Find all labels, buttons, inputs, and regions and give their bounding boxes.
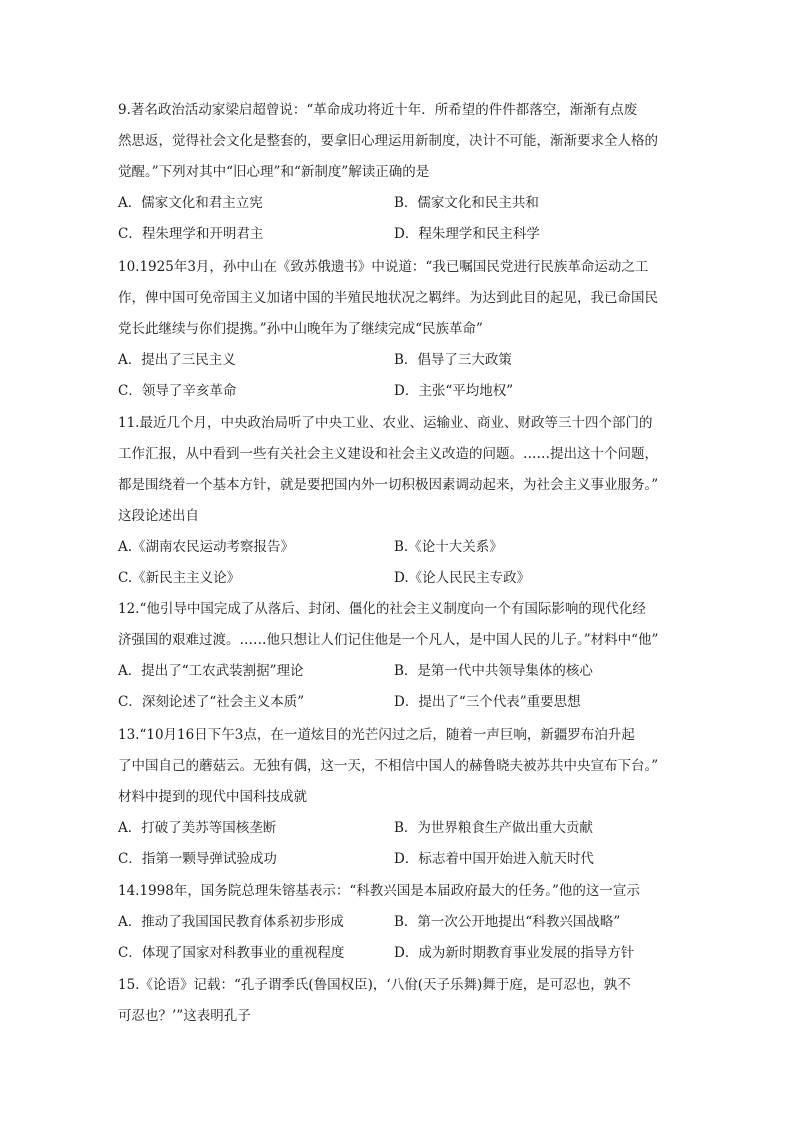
question-11 (118, 408, 678, 594)
option-row (118, 656, 678, 687)
option-a: A．推动了我国国民教育体系初步形成 (118, 914, 344, 930)
question-stem-line: 9.著名政治活动家梁启超曾说：“革命成功将近十年．所希望的件件都落空，渐渐有点废 (118, 102, 638, 118)
question-15 (118, 970, 678, 1032)
option-c: C．体现了国家对科教事业的重视程度 (118, 945, 345, 961)
option-row (118, 345, 678, 376)
question-stem-line: 这段论述出自 (118, 508, 199, 524)
option-row (118, 532, 678, 563)
option-c: C．指第一颗导弹试验成功 (118, 851, 277, 867)
question-10 (118, 252, 678, 407)
option-b: B．儒家文化和民主共和 (394, 195, 539, 211)
option-d: D．提出了“三个代表”重要思想 (394, 694, 581, 710)
option-c: C．深刻论述了“社会主义本质” (118, 694, 305, 710)
option-c: C.《新民主主义论》 (118, 570, 241, 586)
option-d: D．标志着中国开始进入航天时代 (394, 851, 594, 867)
question-stem-line: 了中国自己的蘑菇云。无独有偶，这一天，不相信中国人的赫鲁晓夫被苏共中央宣布下台。” (118, 758, 659, 774)
question-stem-line: 15.《论语》记载：“孔子谓季氏(鲁国权臣)，‘八佾(天子乐舞)舞于庭，是可忍也，孰不 (118, 977, 631, 993)
question-stem-line: 工作汇报，从中看到一些有关社会主义建设和社会主义改造的问题。……提出这十个问题， (118, 446, 658, 462)
question-stem-line: 作，俾中国可免帝国主义加诸中国的半殖民地状况之羁绊。为达到此目的起见，我已命国民 (118, 290, 658, 306)
option-d: D．主张“平均地权” (394, 383, 514, 399)
option-b: B．第一次公开地提出“科教兴国战略” (394, 914, 621, 930)
question-stem-line: 觉醒。”下列对其中“旧心理”和“新制度”解读正确的是 (118, 164, 430, 180)
option-row (118, 844, 678, 875)
question-13 (118, 720, 678, 875)
option-b: B．为世界粮食生产做出重大贡献 (394, 820, 593, 836)
option-a: A.《湖南农民运动考察报告》 (118, 539, 295, 555)
question-stem-line: 13.“10月16日下午3点，在一道炫目的光芒闪过之后，随着一声巨响，新疆罗布泊升起 (118, 727, 635, 743)
question-stem-line: 可忍也？’”这表明孔子 (118, 1008, 251, 1024)
question-9 (118, 95, 678, 250)
question-14 (118, 876, 678, 969)
option-d: D.《论人民民主专政》 (394, 570, 531, 586)
option-row (118, 219, 678, 250)
question-stem-line: 14.1998年，国务院总理朱镕基表示：“科教兴国是本届政府最大的任务。”他的这一宣示 (118, 883, 640, 899)
question-stem-line: 济强国的艰难过渡。……他只想让人们记住他是一个凡人，是中国人民的儿子。”材料中“他” (118, 632, 659, 648)
option-b: B．倡导了三大政策 (394, 352, 512, 368)
option-a: A．儒家文化和君主立宪 (118, 195, 263, 211)
question-stem-line: 12.“他引导中国完成了从落后、封闭、僵化的社会主义制度向一个有国际影响的现代化经 (118, 601, 646, 617)
option-row (118, 938, 678, 969)
option-row (118, 188, 678, 219)
question-stem-line: 11.最近几个月，中央政治局听了中央工业、农业、运输业、商业、财政等三十四个部门的 (118, 415, 653, 431)
option-a: A．提出了“工农武装割据”理论 (118, 663, 304, 679)
question-stem-line: 党长此继续与你们提携。”孙中山晚年为了继续完成“民族革命” (118, 321, 483, 337)
option-row (118, 813, 678, 844)
option-row (118, 687, 678, 718)
option-a: A．打破了美苏等国核垄断 (118, 820, 277, 836)
option-d: D．成为新时期教育事业发展的指导方针 (394, 945, 635, 961)
option-d: D．程朱理学和民主科学 (394, 226, 540, 242)
option-b: B.《论十大关系》 (394, 539, 503, 555)
question-stem-line: 材料中提到的现代中国科技成就 (118, 789, 307, 805)
question-12 (118, 594, 678, 718)
question-stem-line: 都是围绕着一个基本方针，就是要把国内外一切积极因素调动起来，为社会主义事业服务。” (118, 477, 659, 493)
question-stem-line: 10.1925年3月，孙中山在《致苏俄遗书》中说道：“我已嘱国民党进行民族革命运动之工 (118, 259, 649, 275)
question-stem-line: 然思返，觉得社会文化是整套的，要拿旧心理运用新制度，决计不可能，渐渐要求全人格的 (118, 133, 658, 149)
option-c: C．领导了辛亥革命 (118, 383, 237, 399)
option-b: B．是第一代中共领导集体的核心 (394, 663, 593, 679)
option-row (118, 563, 678, 594)
option-c: C．程朱理学和开明君主 (118, 226, 264, 242)
option-row (118, 907, 678, 938)
option-row (118, 376, 678, 407)
option-a: A．提出了三民主义 (118, 352, 236, 368)
